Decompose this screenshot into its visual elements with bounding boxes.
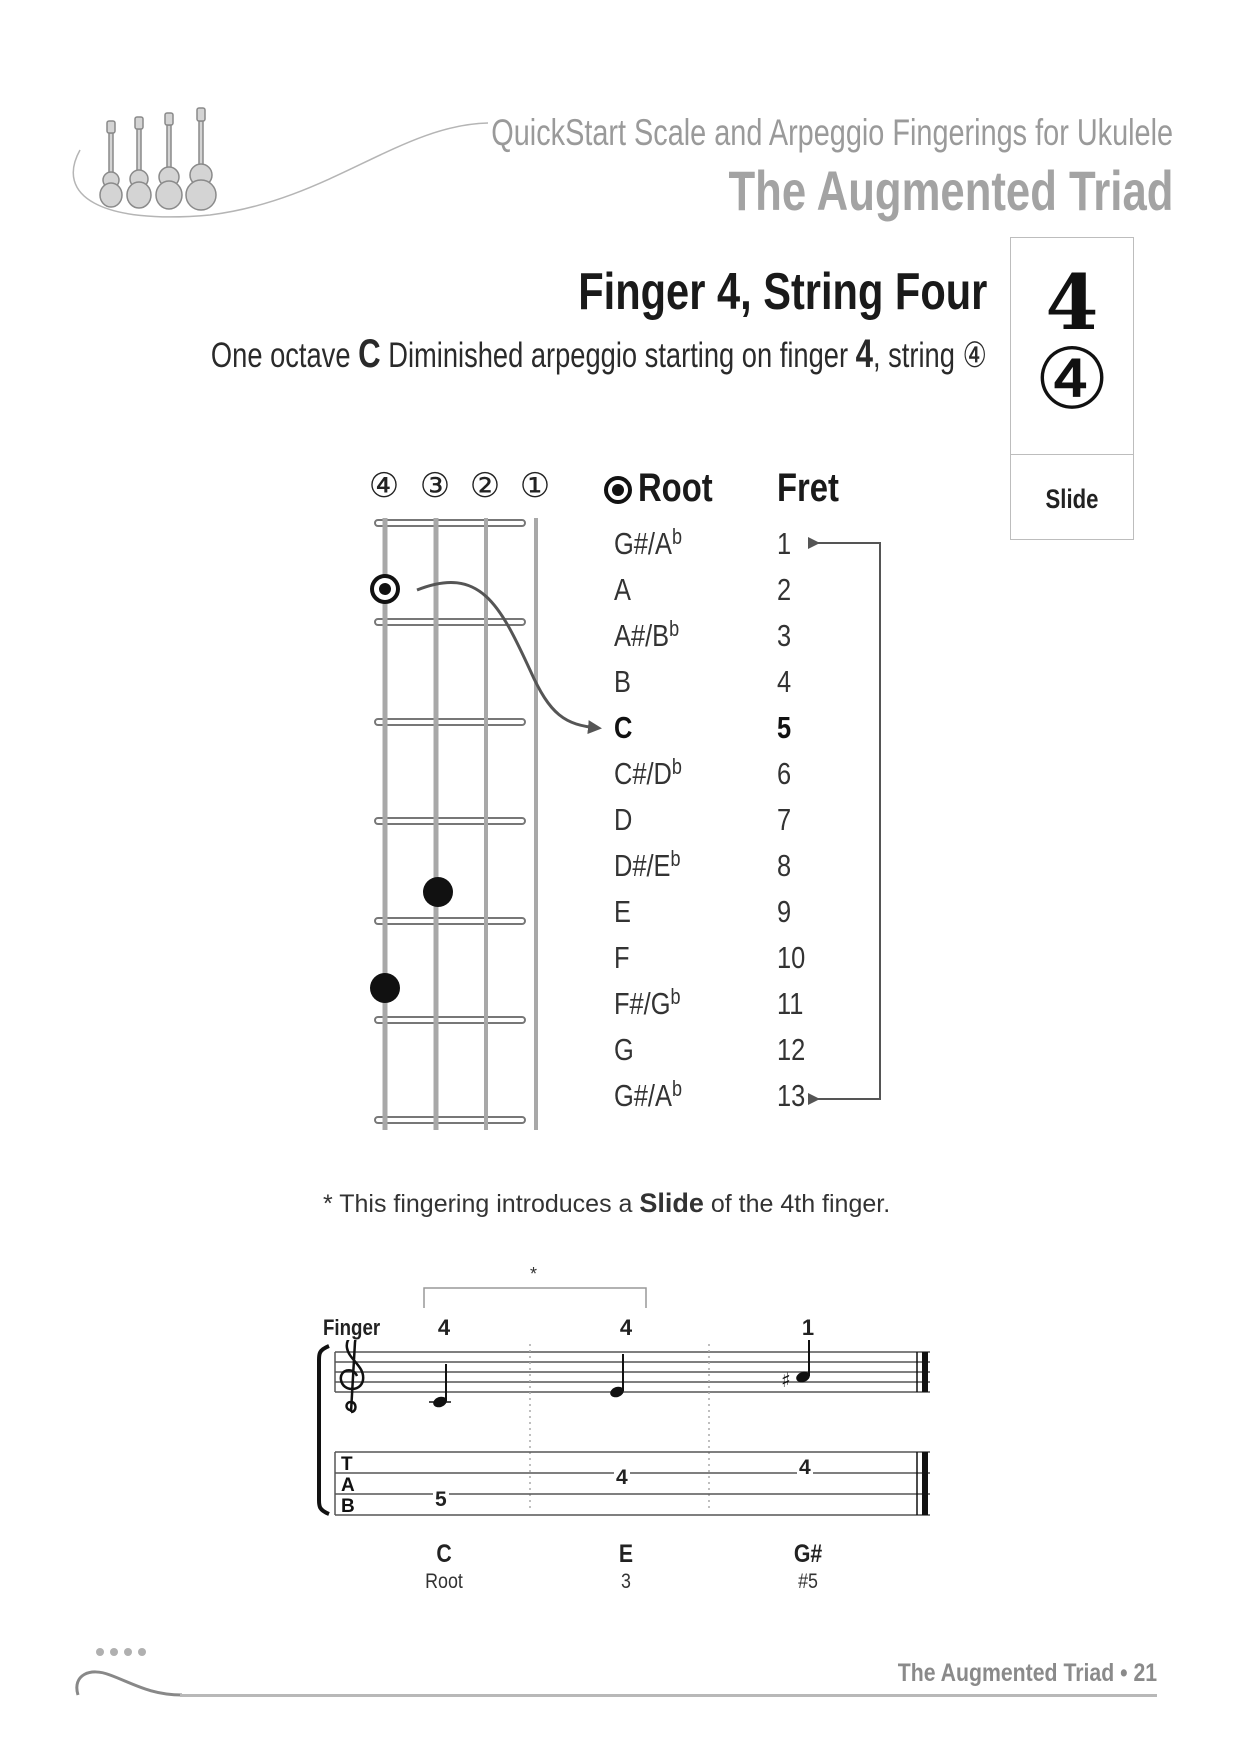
footnote-prefix: * This fingering introduces a [323, 1190, 640, 1218]
fret-number-row-6: 6 [777, 756, 792, 791]
fret-wire [375, 619, 525, 625]
finger-number-3: 1 [801, 1315, 815, 1340]
box-technique-label: Slide [1045, 484, 1099, 514]
system-bracket [319, 1346, 329, 1514]
header-series-title: QuickStart Scale and Arpeggio Fingerings for Ukulele [491, 112, 1173, 153]
ukulele-logo [70, 105, 490, 230]
fret-number-row-3: 3 [777, 618, 792, 653]
fret-number-row-9: 9 [777, 894, 792, 929]
tab-fret-1: 5 [435, 1488, 447, 1511]
note-name-row-2: A [614, 572, 631, 607]
finger-string-box [1010, 237, 1134, 540]
fret-number-row-1: 1 [777, 526, 792, 561]
footer-ornament [70, 1645, 190, 1700]
subtitle-suffix: , string [872, 336, 963, 375]
note-name-row-1: $G\#/A^b$ [614, 524, 682, 561]
ukulele-icon [100, 121, 122, 207]
footer-page-label: The Augmented Triad • 21 [897, 1659, 1157, 1687]
staff-note-g-sharp [781, 1340, 811, 1392]
note-name-row-9: E [614, 894, 631, 929]
footnote-term: Slide [639, 1188, 704, 1218]
chord-name-1: C [436, 1540, 452, 1568]
finger-number-2: 4 [619, 1315, 633, 1340]
subtitle-finger: 4 [855, 332, 873, 376]
subtitle-middle: Diminished arpeggio starting on finger [380, 336, 856, 375]
string-label-2: ② [469, 466, 501, 506]
fret-wire [375, 719, 525, 725]
fret-number-row-5-root: 5 [777, 710, 792, 745]
slide-asterisk: * [530, 1264, 538, 1284]
box-string-symbol: ④ [1034, 330, 1110, 428]
tab-staff [335, 1452, 930, 1515]
chord-name-2: E [618, 1540, 634, 1568]
fret-number-row-7: 7 [777, 802, 792, 837]
treble-clef-icon [341, 1340, 363, 1412]
finger-number-1: 4 [437, 1315, 451, 1340]
svg-text:♯: ♯ [781, 1368, 791, 1392]
pattern-subtitle [211, 332, 987, 377]
ukulele-icon [156, 113, 182, 209]
note-name-row-10: F [614, 940, 630, 975]
string-label-3: ③ [419, 466, 451, 506]
fret-number-row-13: 13 [777, 1078, 806, 1113]
subtitle-key: C [358, 332, 381, 376]
note-name-row-4: B [614, 664, 631, 699]
note-dot [423, 877, 453, 907]
staff-and-tab [315, 1340, 940, 1520]
fret-number-row-8: 8 [777, 848, 792, 883]
pattern-title: Finger 4, String Four [577, 263, 987, 321]
box-finger-number: 4 [1045, 258, 1099, 347]
root-marker-icon [603, 475, 633, 505]
fret-wire [375, 818, 525, 824]
slide-arrow [417, 582, 598, 728]
fret-column-heading: Fret [777, 466, 839, 510]
note-name-row-7: D [614, 802, 633, 837]
tab-clef-icon [341, 1454, 355, 1517]
chord-degree-3: #5 [798, 1570, 818, 1593]
chord-degree-1: Root [425, 1570, 463, 1593]
fret-number-row-4: 4 [777, 664, 792, 699]
footnote [323, 1188, 890, 1219]
treble-staff [335, 1352, 930, 1392]
ukulele-icon [127, 117, 151, 208]
note-dot [370, 973, 400, 1003]
staff-note-c [429, 1364, 451, 1409]
string-label-4: ④ [368, 466, 400, 506]
note-name-row-11: $F\#/G^b$ [614, 984, 681, 1021]
note-name-row-12: G [614, 1032, 634, 1067]
fret-wire [375, 918, 525, 924]
root-note-marker [372, 576, 398, 602]
chord-name-3: G# [793, 1540, 823, 1568]
fretboard-diagram [360, 510, 920, 1130]
footer-rule [180, 1694, 1157, 1697]
note-name-row-8: $D\#/E^b$ [614, 846, 681, 883]
header-chapter-title: The Augmented Triad [728, 159, 1173, 222]
svg-text:A: A [341, 1475, 355, 1496]
fret-wire [375, 1117, 525, 1123]
fret-wire [375, 520, 525, 526]
footnote-suffix: of the 4th finger. [703, 1190, 891, 1218]
note-name-row-6: $C\#/D^b$ [614, 754, 682, 791]
final-barline [922, 1352, 928, 1392]
note-name-row-3: $A\#/B^b$ [614, 616, 680, 653]
tab-fret-3: 4 [799, 1456, 811, 1479]
root-legend-label: Root [638, 466, 713, 510]
ukulele-icon [186, 108, 216, 210]
note-name-row-13: $G\#/A^b$ [614, 1076, 682, 1113]
fret-number-row-11: 11 [777, 986, 804, 1021]
finger-row-label: Finger [323, 1315, 381, 1340]
string-label-1: ① [519, 466, 551, 506]
fret-wire [375, 1017, 525, 1023]
fret-number-row-10: 10 [777, 940, 806, 975]
octave-bracket [820, 543, 880, 1099]
subtitle-prefix: One octave [210, 336, 359, 375]
fret-number-row-2: 2 [777, 572, 792, 607]
svg-text:B: B [341, 1496, 355, 1517]
staff-note-e [609, 1354, 626, 1399]
note-name-row-5-root: C [614, 710, 633, 745]
box-divider [1011, 454, 1133, 455]
fret-number-row-12: 12 [777, 1032, 806, 1067]
tab-fret-2: 4 [616, 1466, 628, 1489]
chord-degree-2: 3 [621, 1570, 631, 1593]
svg-text:T: T [341, 1454, 353, 1475]
subtitle-string-symbol: ④ [962, 336, 987, 376]
